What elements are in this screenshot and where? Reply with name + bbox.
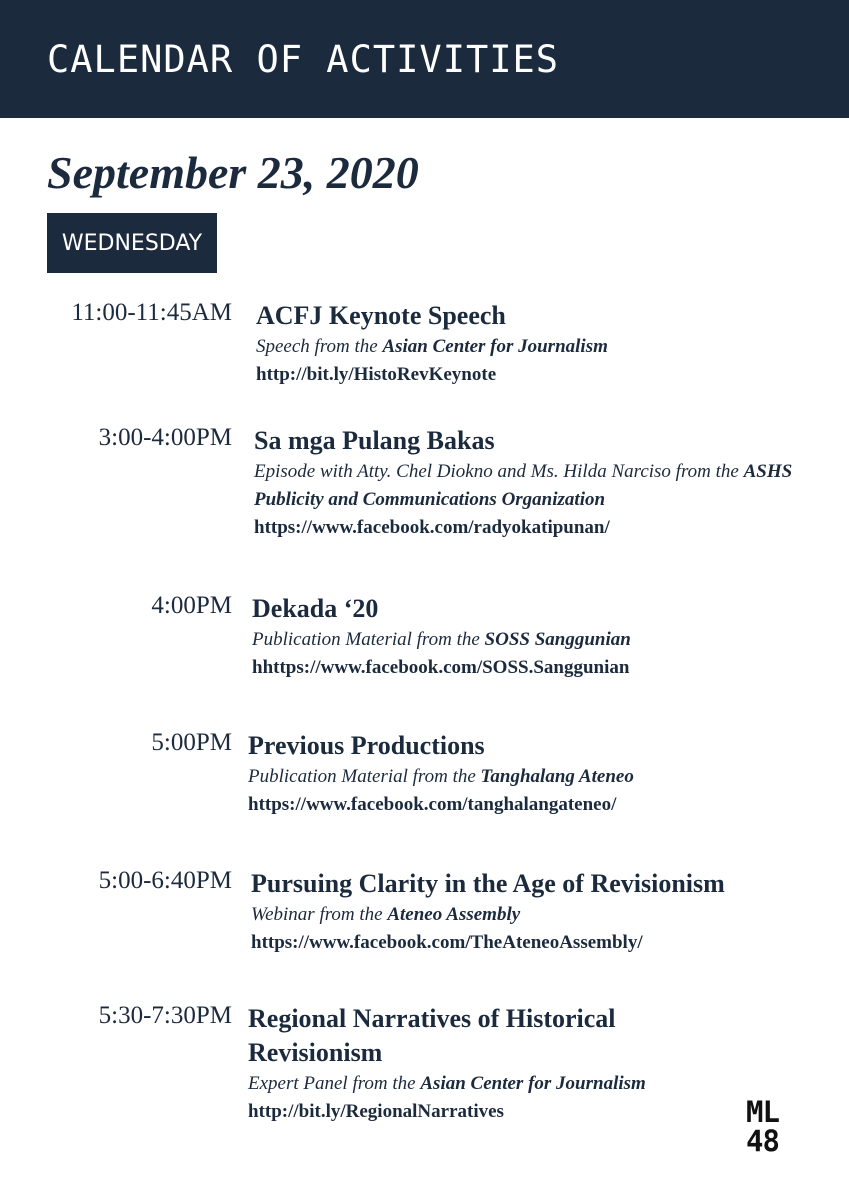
event-link[interactable]: http://bit.ly/HistoRevKeynote xyxy=(256,364,497,385)
event-title: Regional Narratives of Historical Revisionism xyxy=(248,1004,616,1067)
event-description: Speech from the Asian Center for Journalism xyxy=(256,336,608,357)
event-time: 5:00-6:40PM xyxy=(98,867,232,894)
event-details xyxy=(256,299,829,389)
event-title: Pursuing Clarity in the Age of Revisionism xyxy=(251,869,725,898)
logo-line-1: ML xyxy=(746,1095,779,1129)
event-details xyxy=(248,1002,689,1126)
event-organizer: SOSS Sanggunian xyxy=(484,629,631,650)
event-time: 5:00PM xyxy=(151,729,232,756)
event-time: 3:00-4:00PM xyxy=(98,424,232,451)
date-heading: September 23, 2020 xyxy=(47,147,419,198)
event-details xyxy=(248,729,829,819)
event-link[interactable]: http://bit.ly/RegionalNarratives xyxy=(248,1101,504,1122)
event-description: Episode with Atty. Chel Diokno and Ms. Hilda Narciso from the ASHS Publicity and Communications Organization xyxy=(254,461,793,510)
event-details xyxy=(251,867,829,957)
event-link[interactable]: https://www.facebook.com/radyokatipunan/ xyxy=(254,517,610,538)
event-time: 5:30-7:30PM xyxy=(98,1002,232,1029)
event-organizer: Asian Center for Journalism xyxy=(420,1073,646,1094)
ml48-logo xyxy=(746,1095,806,1158)
event-description: Publication Material from the Tanghalang Ateneo xyxy=(248,766,634,787)
day-label: WEDNESDAY xyxy=(61,230,203,256)
event-title: Previous Productions xyxy=(248,731,485,760)
event-organizer: Ateneo Assembly xyxy=(387,904,521,925)
event-description: Expert Panel from the Asian Center for Journalism xyxy=(248,1073,646,1094)
day-badge xyxy=(47,213,217,273)
event-details xyxy=(252,592,829,682)
event-title: Dekada ‘20 xyxy=(252,594,379,623)
event-description: Publication Material from the SOSS Sanggunian xyxy=(252,629,631,650)
event-organizer: Tanghalang Ateneo xyxy=(480,766,634,787)
page-title: CALENDAR OF ACTIVITIES xyxy=(47,38,560,81)
event-organizer: ASHS Publicity and Communications Organization xyxy=(254,461,793,510)
event-time: 4:00PM xyxy=(151,592,232,619)
event-organizer: Asian Center for Journalism xyxy=(382,336,608,357)
event-link[interactable]: https://www.facebook.com/TheAteneoAssembly/ xyxy=(251,932,643,953)
event-description: Webinar from the Ateneo Assembly xyxy=(251,904,521,925)
event-details xyxy=(254,424,819,542)
header-bar xyxy=(0,0,849,118)
event-title: ACFJ Keynote Speech xyxy=(256,301,506,330)
event-link[interactable]: hhttps://www.facebook.com/SOSS.Sanggunian xyxy=(252,657,630,678)
event-link[interactable]: https://www.facebook.com/tanghalangateneo/ xyxy=(248,794,617,815)
logo-line-2: 48 xyxy=(746,1124,779,1158)
event-title: Sa mga Pulang Bakas xyxy=(254,426,495,455)
event-time: 11:00-11:45AM xyxy=(71,299,232,326)
